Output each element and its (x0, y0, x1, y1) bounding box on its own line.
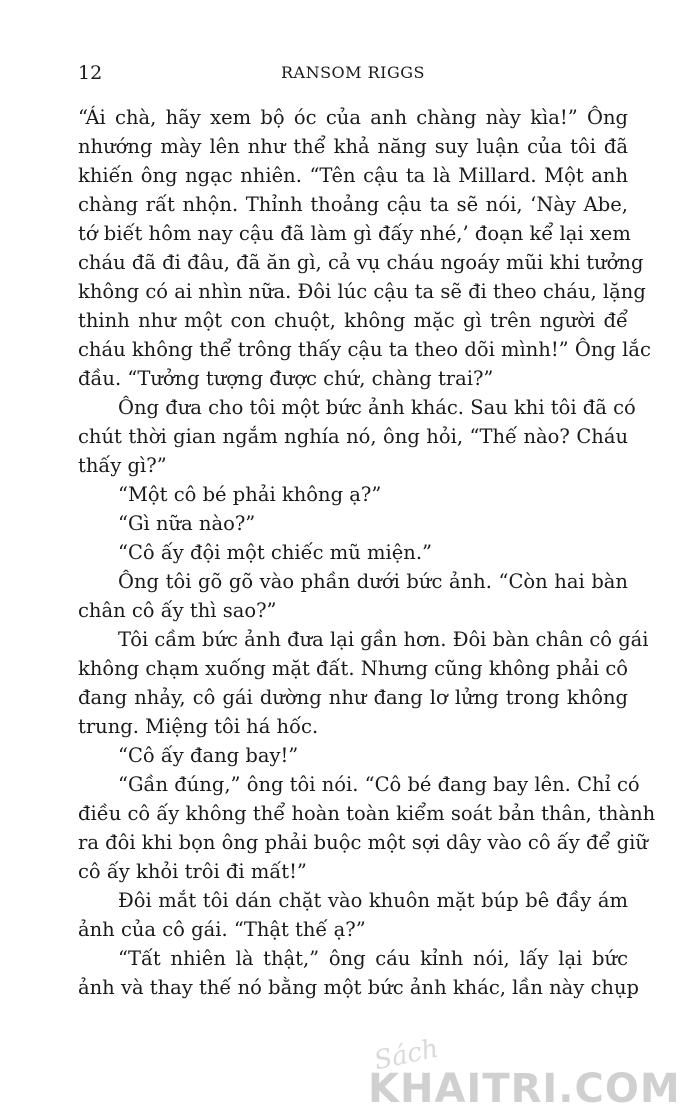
text-line: chàng rất nhộn. Thỉnh thoảng cậu ta sẽ nói, ‘Này Abe, (78, 193, 628, 216)
text-line: Tôi cầm bức ảnh đưa lại gần hơn. Đôi bàn chân cô gái (118, 628, 649, 651)
text-line: cô ấy khỏi trôi đi mất!” (78, 860, 307, 883)
text-line: “Cô ấy đội một chiếc mũ miện.” (118, 541, 432, 564)
text-line: “Ái chà, hãy xem bộ óc của anh chàng này kìa!” Ông (78, 106, 628, 129)
text-line: cháu không thể trông thấy cậu ta theo dõi mình!” Ông lắc (78, 338, 651, 361)
text-line: thấy gì?” (78, 454, 167, 477)
text-line: đang nhảy, cô gái dường như đang lơ lửng trong không (78, 686, 628, 709)
text-line: trung. Miệng tôi há hốc. (78, 715, 319, 738)
text-line: đầu. “Tưởng tượng được chứ, chàng trai?” (78, 367, 494, 390)
body-text (78, 103, 656, 1002)
text-line: ra đôi khi bọn ông phải buộc một sợi dây vào cô ấy để giữ (78, 831, 648, 854)
text-line: ảnh và thay thế nó bằng một bức ảnh khác, lần này chụp (78, 976, 640, 999)
text-line: “Một cô bé phải không ạ?” (118, 483, 382, 506)
text-line: khiến ông ngạc nhiên. “Tên cậu ta là Millard. Một anh (78, 164, 628, 187)
watermark-script: Sách (371, 1033, 442, 1077)
text-line: không chạm xuống mặt đất. Nhưng cũng không phải cô (78, 657, 628, 680)
text-line: Đôi mắt tôi dán chặt vào khuôn mặt búp bê đầy ám (118, 889, 628, 912)
watermark (368, 1033, 688, 1112)
text-line: Ông tôi gõ gõ vào phần dưới bức ảnh. “Còn hai bàn (118, 570, 628, 593)
text-line: thinh như một con chuột, không mặc gì trên người để (78, 309, 628, 332)
text-line: tớ biết hôm nay cậu đã làm gì đấy nhé,’ đoạn kể lại xem (78, 222, 631, 245)
text-line: ảnh của cô gái. “Thật thế ạ?” (78, 918, 366, 941)
text-line: chân cô ấy thì sao?” (78, 599, 277, 622)
page-number: 12 (78, 62, 103, 84)
text-line: Ông đưa cho tôi một bức ảnh khác. Sau khi tôi đã có (118, 396, 636, 419)
text-line: “Gần đúng,” ông tôi nói. “Cô bé đang bay lên. Chỉ có (118, 773, 640, 796)
text-line: cháu đã đi đâu, đã ăn gì, cả vụ cháu ngoáy mũi khi tưởng (78, 251, 644, 274)
page-header (78, 62, 628, 92)
text-line: điều cô ấy không thể hoàn toàn kiểm soát bản thân, thành (78, 802, 656, 825)
text-line: chút thời gian ngắm nghía nó, ông hỏi, “Thế nào? Cháu (78, 425, 628, 448)
watermark-text: KHAITRI.COM (368, 1066, 681, 1112)
text-line: “Gì nữa nào?” (118, 512, 256, 535)
text-line: “Tất nhiên là thật,” ông cáu kỉnh nói, lấy lại bức (118, 947, 628, 970)
text-line: nhướng mày lên như thể khả năng suy luận của tôi đã (78, 135, 628, 158)
text-line: “Cô ấy đang bay!” (118, 744, 299, 767)
running-head: RANSOM RIGGS (280, 63, 426, 82)
text-line: không có ai nhìn nữa. Đôi lúc cậu ta sẽ đi theo cháu, lặng (78, 280, 646, 303)
